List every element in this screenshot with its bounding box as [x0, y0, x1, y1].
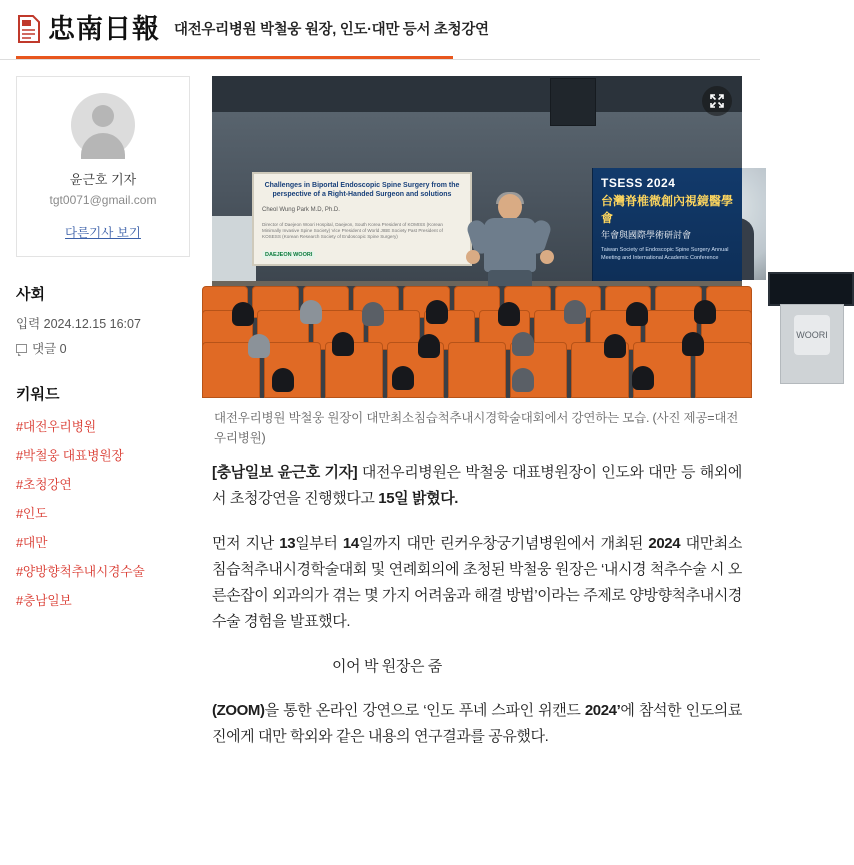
- comment-icon: [16, 344, 27, 353]
- article-paragraph: [212, 531, 742, 636]
- page-body: [0, 60, 828, 768]
- banner-line-2: 台灣脊椎微創內視鏡醫學會: [601, 194, 734, 225]
- presentation-slide: [252, 172, 472, 266]
- keywords-title: 키워드: [16, 386, 60, 403]
- paragraph-text: 이어 박 원장은 줌: [332, 657, 442, 675]
- user-avatar-icon: [71, 93, 135, 157]
- paragraph-text: 을 통한 온라인 강연으로 ‘인도 푸네 스파인 위캔드: [264, 701, 585, 719]
- paragraph-emphasis: [충남일보 윤근호 기자]: [212, 464, 362, 481]
- slide-title: Challenges in Biportal Endoscopic Spine Surgery from the perspective of a Right-Handed Surgeon and solutions: [264, 182, 460, 199]
- slide-presenter: Cheol Wung Park M.D, Ph.D.: [262, 206, 340, 213]
- slide-badge: DAEJEON WOORI: [262, 251, 315, 259]
- keyword-item[interactable]: #인도: [16, 506, 48, 521]
- article-paragraph: [212, 698, 742, 751]
- stage-monitor: [768, 272, 854, 306]
- paragraph-text: 대만최소침습척추내시경학술대회 및 연례회의에 초청된 박철웅 원장은 ‘내시경 척추수술 시 오른손잡이 외과의가 겪는 몇 가지 어려움과 해결 방법’: [212, 534, 742, 604]
- audience-seating: [212, 286, 742, 398]
- published-date: 입력 2024.12.15 16:07: [16, 317, 141, 331]
- paragraph-emphasis: 15일 밝혔다.: [378, 490, 459, 508]
- site-logo[interactable]: [16, 14, 160, 44]
- reporter-name: 윤근호 기자: [69, 172, 137, 187]
- reporter-card: [16, 76, 190, 257]
- comment-count-label: 댓글 0: [32, 342, 67, 356]
- keyword-item[interactable]: #충남일보: [16, 593, 72, 608]
- ceiling-speaker: [550, 78, 596, 126]
- keyword-item[interactable]: #양방향척추내시경수술: [16, 564, 145, 579]
- site-header: [0, 0, 760, 56]
- conference-banner: [592, 168, 742, 298]
- banner-line-3: 年會與國際學術研討會: [601, 230, 692, 240]
- keyword-item[interactable]: #박철웅 대표병원장: [16, 448, 124, 463]
- article-paragraph: [212, 654, 742, 680]
- section-label: 사회: [16, 286, 45, 303]
- podium-label: WOORI: [794, 315, 830, 355]
- paragraph-emphasis: (ZOOM): [212, 701, 265, 719]
- paragraph-emphasis: 2024’: [584, 701, 621, 719]
- paragraph-text: 대전우리병원은 박철웅 대표병원장이 인도와 대만 등 해외에서 초청강연을 진행했다고: [212, 464, 742, 508]
- keyword-item[interactable]: #대만: [16, 535, 48, 550]
- paragraph-emphasis: 14: [342, 534, 359, 552]
- article-paragraphs: [212, 460, 742, 750]
- paragraph-text: 먼저 지난: [212, 534, 280, 552]
- paragraph-emphasis: 2024: [648, 534, 686, 552]
- paragraph-text: 일까지 대만 린커우창궁기념병원에서 개최된: [358, 534, 649, 552]
- slide-affiliation: Director of Daejeon Woori Hospital, Daejeon, South Korea President of KOMISS (Korean Minimally Invasive Spine Society) Vice President of World JIBE Society Past President of KOSESS (Korean Research Society of Endoscopic Spine Surgery): [262, 221, 443, 239]
- expand-arrows-icon[interactable]: [702, 86, 732, 116]
- paragraph-text: 이라는 주제로 양방향척추내시경수술 경험을 발표했다.: [212, 587, 742, 631]
- sidebar: [0, 60, 204, 768]
- page-title: 대전우리병원 박철웅 원장, 인도·대만 등서 초청강연: [174, 22, 489, 39]
- reporter-email: tgt0071@gmail.com: [49, 193, 157, 207]
- lecture-photo[interactable]: [212, 76, 828, 398]
- keyword-item[interactable]: #대전우리병원: [16, 419, 96, 434]
- paragraph-emphasis: 13: [279, 534, 296, 552]
- keyword-list: [16, 416, 190, 609]
- book-logo-icon: [16, 14, 42, 44]
- article-figure: [212, 76, 828, 448]
- keyword-item[interactable]: #초청강연: [16, 477, 72, 492]
- podium: [780, 304, 844, 384]
- site-logo-text: 忠南日報: [48, 13, 160, 45]
- banner-line-1: TSESS 2024: [601, 176, 676, 190]
- article-paragraph: [212, 460, 742, 513]
- banner-line-4: Taiwan Society of Endoscopic Spine Surgery Annual Meeting and International Academic Conference: [601, 247, 729, 262]
- figure-caption: 대전우리병원 박철웅 원장이 대만최소침습척추내시경학술대회에서 강연하는 모습. (사진 제공=대전우리병원): [214, 411, 739, 445]
- audience-heads: [212, 286, 742, 398]
- paragraph-text: 일부터: [295, 534, 343, 552]
- article-content: [204, 60, 828, 768]
- more-articles-link[interactable]: 다른기사 보기: [65, 226, 141, 240]
- paragraph-text: 에 참석한 인도의료진에게 대만 학외와 같은 내용의 연구결과를 공유했다.: [212, 701, 742, 745]
- comment-count[interactable]: [16, 339, 190, 357]
